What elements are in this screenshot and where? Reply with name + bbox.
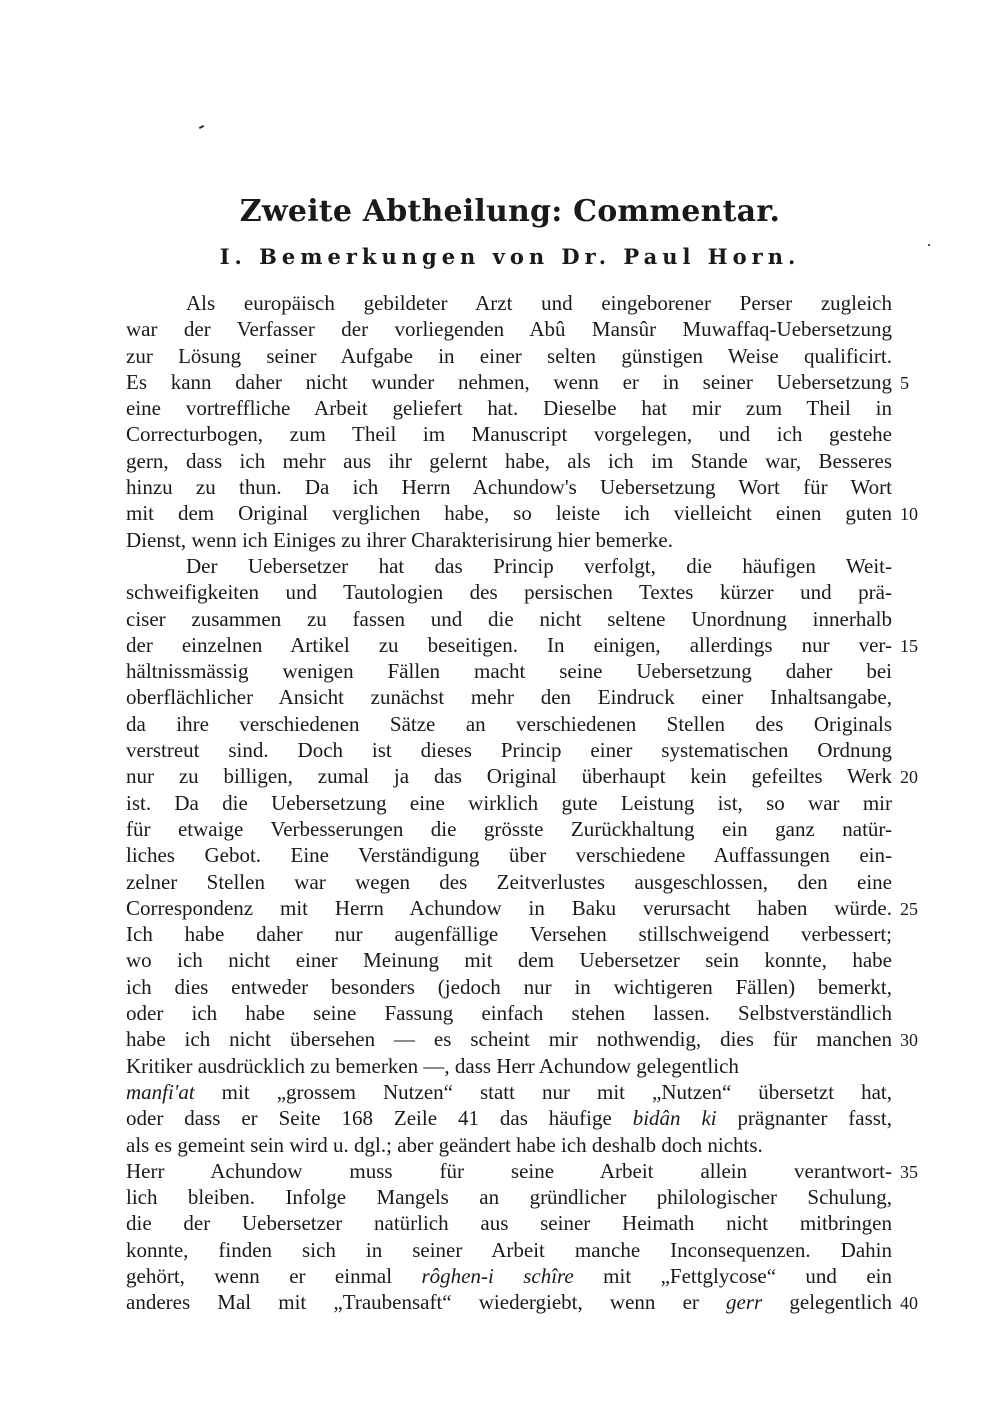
text-segment: zur Lösung seiner Aufgabe in einer selten günstigen Weise qualificirt.: [126, 343, 892, 368]
text-segment: konnte, finden sich in seiner Arbeit manche Inconsequenzen. Dahin: [126, 1237, 892, 1262]
section-heading: [0, 240, 1000, 274]
line-number: 15: [900, 635, 918, 656]
text-segment: Herr Achundow muss für seine Arbeit allein verantwort-: [126, 1158, 892, 1183]
text-line: [126, 316, 892, 342]
text-segment: Dienst, wenn ich Einiges zu ihrer Charakterisirung hier bemerke.: [126, 527, 673, 552]
text-line: [126, 553, 892, 579]
text-line: [126, 921, 892, 947]
italic-term: bidân ki: [632, 1106, 717, 1131]
text-line: [126, 1000, 892, 1026]
text-segment: Als europäisch gebildeter Arzt und eingeborener Perser zugleich: [186, 291, 892, 315]
text-segment: mit „grossem Nutzen“ statt nur mit „Nutzen“ übersetzt hat,: [194, 1079, 892, 1104]
text-segment: lich bleiben. Infolge Mangels an gründlicher philologischer Schulung,: [126, 1185, 892, 1210]
text-line: [126, 1105, 892, 1131]
text-line: [126, 658, 892, 684]
text-segment: Kritiker ausdrücklich zu bemerken —, dass Herr Achundow gelegentlich: [126, 1053, 739, 1078]
text-line: [126, 790, 892, 816]
text-line: [126, 500, 892, 526]
text-segment: zelner Stellen war wegen des Zeitverlustes ausgeschlossen, den eine: [126, 869, 892, 894]
text-segment: da ihre verschiedenen Sätze an verschiedenen Stellen des Originals: [126, 711, 892, 736]
text-segment: ist. Da die Uebersetzung eine wirklich gute Leistung ist, so war mir: [126, 790, 892, 815]
text-segment: schweifigkeiten und Tautologien des persischen Textes kürzer und prä-: [126, 580, 892, 605]
text-line: [126, 1053, 892, 1079]
text-line: [126, 290, 892, 316]
text-line: [126, 763, 892, 789]
text-line: [126, 1079, 892, 1105]
line-number: 40: [900, 1293, 918, 1314]
text-segment: wo ich nicht einer Meinung mit dem Uebersetzer sein konnte, habe: [126, 948, 892, 973]
text-segment: hältnissmässig wenigen Fällen macht seine Uebersetzung daher bei: [126, 659, 892, 684]
line-number: 5: [900, 372, 909, 393]
text-segment: Der Uebersetzer hat das Princip verfolgt, die häufigen Weit-: [186, 553, 892, 578]
text-line: [126, 1210, 892, 1236]
text-line: [126, 947, 892, 973]
text-line: [126, 842, 892, 868]
text-segment: ciser zusammen zu fassen und die nicht seltene Unordnung innerhalb: [126, 606, 892, 631]
line-number: 35: [900, 1161, 918, 1182]
italic-term: gerr: [726, 1290, 763, 1315]
text-segment: für etwaige Verbesserungen die grösste Zurückhaltung ein ganz natür-: [126, 816, 892, 841]
text-segment: Ich habe daher nur augenfällige Versehen stillschweigend verbessert;: [126, 922, 892, 947]
text-segment: der einzelnen Artikel zu beseitigen. In einigen, allerdings nur ver-: [126, 632, 892, 657]
text-line: [126, 448, 892, 474]
text-segment: oberflächlicher Ansicht zunächst mehr den Eindruck einer Inhaltsangabe,: [126, 685, 892, 710]
text-segment: eine vortreffliche Arbeit geliefert hat. Dieselbe hat mir zum Theil in: [126, 396, 892, 421]
line-number: 20: [900, 767, 918, 788]
text-line: [126, 737, 892, 763]
text-segment: Es kann daher nicht wunder nehmen, wenn er in seiner Uebersetzung: [126, 369, 892, 394]
text-segment: oder ich habe seine Fassung einfach stehen lassen. Selbstverständlich: [126, 1001, 892, 1026]
text-segment: die der Uebersetzer natürlich aus seiner Heimath nicht mitbringen: [126, 1211, 892, 1236]
text-line: [126, 1263, 892, 1289]
text-line: [126, 474, 892, 500]
text-line: [126, 711, 892, 737]
text-segment: mit dem Original verglichen habe, so leiste ich vielleicht einen guten: [126, 501, 892, 526]
text-segment: nur zu billigen, zumal ja das Original überhaupt kein gefeiltes Werk: [126, 764, 892, 789]
text-line: [126, 869, 892, 895]
text-segment: gelegentlich: [762, 1290, 892, 1315]
page-title: Zweite Abtheilung: Commentar.: [239, 194, 781, 229]
text-segment: ich dies entweder besonders (jedoch nur in wichtigeren Fällen) bemerkt,: [126, 974, 892, 999]
line-number: 10: [900, 504, 918, 525]
text-segment: liches Gebot. Eine Verständigung über verschiedene Auffassungen ein-: [126, 843, 892, 868]
text-segment: prägnanter fasst,: [716, 1106, 892, 1131]
body-text: [126, 290, 892, 1316]
text-segment: hinzu zu thun. Da ich Herrn Achundow's Uebersetzung Wort für Wort: [126, 475, 892, 500]
text-line: [126, 369, 892, 395]
ink-speck: [199, 125, 204, 129]
text-segment: verstreut sind. Doch ist dieses Princip einer systematischen Ordnung: [126, 738, 892, 763]
section-heading-text: I. Bemerkungen von Dr. Paul Horn.: [219, 244, 801, 269]
text-line: [126, 421, 892, 447]
text-line: [126, 816, 892, 842]
text-line: [126, 974, 892, 1000]
text-segment: gehört, wenn er einmal: [126, 1263, 422, 1288]
text-line: [126, 632, 892, 658]
text-segment: war der Verfasser der vorliegenden Abû Mansûr Muwaffaq-Uebersetzung: [126, 317, 892, 342]
text-segment: gern, dass ich mehr aus ihr gelernt habe, als ich im Stande war, Besseres: [126, 448, 892, 473]
text-line: [126, 343, 892, 369]
text-line: [126, 1026, 892, 1052]
text-line: [126, 1289, 892, 1315]
text-segment: anderes Mal mit „Traubensaft“ wiedergiebt, wenn er: [126, 1290, 727, 1315]
text-line: [126, 1158, 892, 1184]
text-segment: als es gemeint sein wird u. dgl.; aber geändert habe ich deshalb doch nichts.: [126, 1132, 763, 1157]
text-segment: Correcturbogen, zum Theil im Manuscript vorgelegen, und ich gestehe: [126, 422, 892, 447]
text-line: [126, 527, 892, 553]
text-line: [126, 1132, 892, 1158]
text-line: [126, 684, 892, 710]
italic-term: manfi'at: [126, 1079, 195, 1104]
text-line: [126, 1237, 892, 1263]
text-segment: mit „Fettglycose“ und ein: [573, 1263, 892, 1288]
text-segment: habe ich nicht übersehen — es scheint mir nothwendig, dies für manchen: [126, 1027, 892, 1052]
text-line: [126, 579, 892, 605]
text-line: [126, 395, 892, 421]
text-segment: oder dass er Seite 168 Zeile 41 das häufige: [126, 1106, 633, 1131]
text-line: [126, 895, 892, 921]
text-line: [126, 606, 892, 632]
text-segment: Correspondenz mit Herrn Achundow in Baku verursacht haben würde.: [126, 895, 892, 920]
italic-term: rôghen-i schîre: [421, 1263, 574, 1288]
line-number: 25: [900, 898, 918, 919]
line-number: 30: [900, 1030, 918, 1051]
text-line: [126, 1184, 892, 1210]
